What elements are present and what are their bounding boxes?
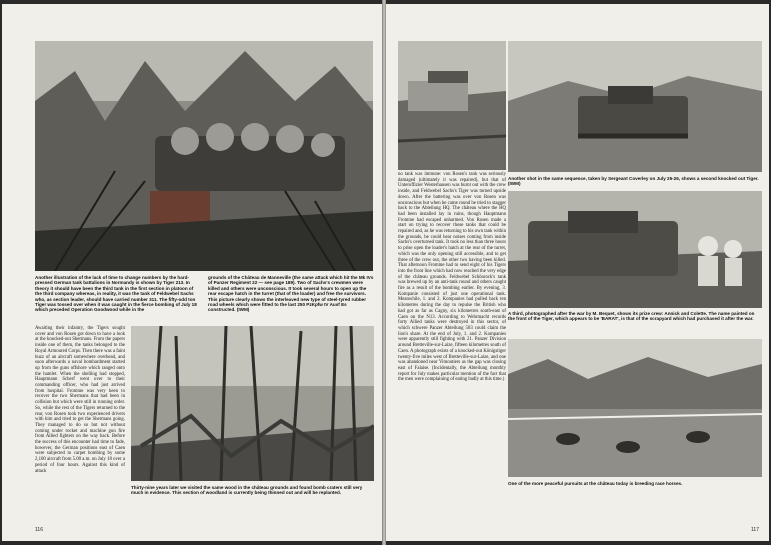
- overturned-tank-photo: [35, 41, 373, 271]
- woodland-photo: [131, 326, 374, 481]
- race-horses-photo: [508, 339, 762, 477]
- page-number: 116: [35, 527, 43, 533]
- left-page: [2, 4, 382, 541]
- caption-3: One of the more peaceful pursuits at the château today is breeding race horses.: [508, 481, 683, 486]
- caption-1: Another illustration of the lack of time to change numbers by the hard-pressed German tank battalions in Normandy is shown by Tiger 213. In theory it should have been the third tank in the first section in platoon of the third company whereas, in reality, it was the tank of Feldwebel Sachs who, as section leader, should have carried number 311. The fifty-odd ton Tiger was tossed over when it was caught in the fierce bombing of July 18 which preceded Operation Goodwood while in the: [35, 275, 197, 313]
- body-column: Awaiting their infantry, the Tigers sought cover and von Rosen got down to have a look at the knocked-out Shermans. From the papers inside one of them, the tanks belonged to the Royal Armoured Corps. Then there was a faint buzz of an aircraft somewhere overhead, and soon afterwards a naval bombardment started up from the guns offshore which ranged onto the hamlet. When the shelling had stopped, Hauptmann Scherf went over to their commanding officer, who had just arrived from hospital. Fromme was very keen to recover the two Shermans that had been in collision but which were still in running order. So, while the rest of the Tigers returned to the rear, von Rosen took two experienced drivers with him and tried to get the Shermans going. They managed to do so but not without coming under rocket and machine gun fire from Allied fighters on the way back. Before the success of this encounter had time to fade, however, the German positions east of Caen were subjected to carpet bombing by some 2,100 aircraft from 5.00 a.m. on July 18 over a period of four hours. Against this kind of attack: [35, 326, 125, 474]
- ruined-building-photo: [398, 41, 506, 170]
- caption-2: grounds of the Château de Manneville (the same attack which hit the Mk IVs of Panzer Regiment 22 — see page 189). Two of Sachs's crewmen were killed and others were unconscious. It took several hours to open up the rear escape hatch in the turret (that of the loader) and free the survivors. This picture clearly shows the interleaved new type of steel-tyred rubber road wheels which were fitted to the last 250 PzKpfw IV Ausf Es constructed. (IWM): [208, 275, 374, 313]
- body-column: no tank was immune: von Rosen's tank was seriously damaged (ultimately it was repaired), but that of Unteroffizier Westerhausen was burnt out with the crew inside, and Feldwebel Sachs's Tiger was turned upside down. After the battering was over von Rosen was unconscious but when he came round he tried to stagger back to the Abteilung HQ. The château where the HQ had been installed lay in ruins, though Hauptmann Fromme had escaped unharmed. Von Rosen made a start on trying to recover those tanks that could be repaired and, as he was returning to his own tank within the grounds, he could hear noises coming from inside Sachs's overturned tank. It took no less than three hours to prise open the loader's hatch at the rear of the turret, which was the only opening still accessible, and to get three of the crew out, the other two having been killed. That afternoon Fromme had to send eight of his Tigers into the front line which had now reached the very edge of the château grounds. Feldwebel Schönrock's tank was brewed up by an anti-tank round and others caught fire as a result of the bombing earlier. By evening, 3. Kompanie consisted of just one operational tank. Meanwhile, 1. and 2. Kompanies had pulled back ten kilometres during the day to repulse the British who had got as far as Cagny, six kilometres south-east of Caen on the N13. According to Wehrmacht records forty Allied tanks were destroyed in this sector, of which schwere Panzer Abteilung 503 could claim the lion's share. At the end of July, 1. and 2. Kompanies were apparently still fighting with 21. Panzer Division around Bretteville-sur-Laize, fifteen kilometres south of Caen. A photograph exists of a knocked-out Königstiger twenty-five miles west of Bretteville-sur-Laize, and one was abandoned near Vimoutiers as the gap was closing east of Falaise. (Incidentally, the Abteilung monthly report for July makes particular mention of the fact that the men were complaining of eating badly at this time.): [398, 172, 506, 383]
- caption-2: A third, photographed after the war by M. Bequet, shows its prize crew: Annick and Colette. The name painted on the front of the Tiger, which appears to be 'BARAT', is that of the scrapyard which had purchased it after the war.: [508, 311, 755, 322]
- caption-1: Another shot in the same sequence, taken by Sergeant Coverley on July 25-26, shows a second knocked out Tiger. (IWM): [508, 176, 759, 187]
- third-tiger-photo: [508, 191, 762, 308]
- second-tiger-photo: [508, 41, 762, 172]
- right-page: [386, 4, 769, 541]
- page-number: 117: [751, 527, 759, 533]
- caption-3: Thirty-nine years later we visited the same wood in the château grounds and found bomb craters still very much in evidence. This section of woodland is currently being thinned out and will be replanted.: [131, 485, 363, 496]
